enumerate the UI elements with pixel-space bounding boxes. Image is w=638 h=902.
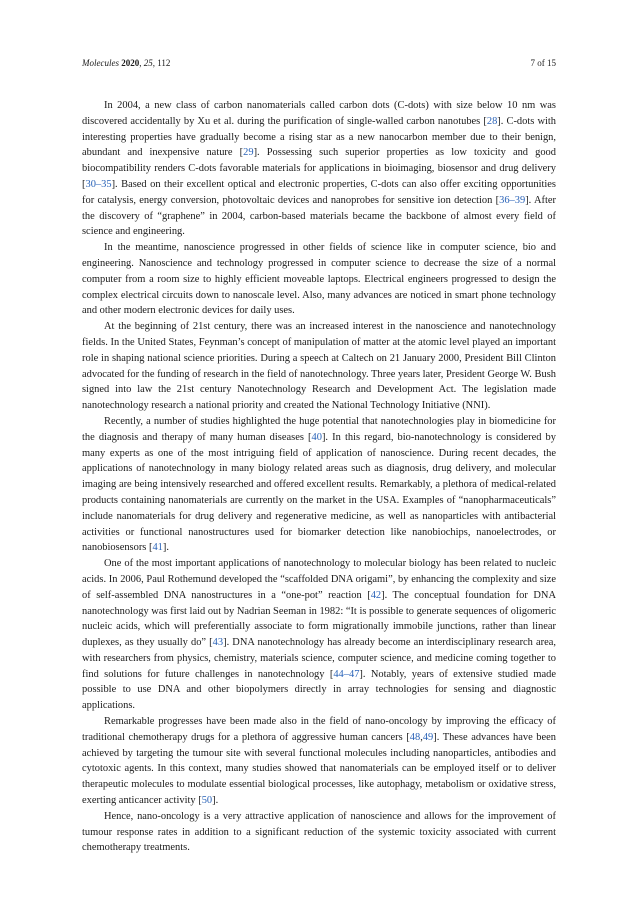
citation-link[interactable]: 49 <box>422 731 434 743</box>
journal-name: Molecules <box>82 58 119 68</box>
citation-link[interactable]: 43 <box>212 637 224 649</box>
citation-link[interactable]: 29 <box>243 147 254 159</box>
paragraph-text: In the meantime, nanoscience progressed in other fields of science like in computer science, bio and engineering. Nanoscience and technology progressed in computer science to decrease the size of a normal computer from a room size to highly efficient moveable laptops. Electrical engineers progressed to design the complex electrical circuits down to nanoscale level. Also, many advances are noticed in smart phone technology and other modern electronic devices for daily uses. <box>82 242 556 317</box>
paragraph-text: ]. In this regard, bio-nanotechnology is considered by many experts as one of the most intriguing field of application of nanoscience. During recent decades, the applications of nanotechnology in many biology related areas such as diagnosis, drug delivery, and molecular imaging are being intensively researched and offered excellent results. Remarkably, a plethora of medical-related products containing nanomaterials are currently on the market in the USA. Examples of “nanopharmaceuticals” include nanomaterials for drug delivery and regenerative medicine, as well as nanoparticles with antibacterial activities or functional nanostructures used for biomarker detection like nanobiochips, nanoelectrodes, or nanobiosensors [ <box>82 431 556 554</box>
paragraph-text: In 2004, a new class of carbon nanomaterials called carbon dots (C-dots) with size below 10 nm was discovered accidentally by Xu et al. during the purification of single-walled carbon nanotubes [ <box>82 100 556 127</box>
paragraph-text: ]. <box>162 542 169 554</box>
paragraph-text: ]. C-dots with interesting properties have gradually become a rising star as a new nanocarbon member due to their benign, abundant and inexpensive nature [ <box>82 115 556 159</box>
body-paragraph <box>82 556 556 714</box>
body-paragraph <box>82 319 556 414</box>
paragraph-text: , <box>420 731 423 743</box>
page-number: 7 of 15 <box>530 58 556 68</box>
publication-year: 2020 <box>121 58 140 68</box>
body-paragraph <box>82 414 556 556</box>
citation-link[interactable]: 30–35 <box>85 178 112 190</box>
citation-line: Molecules 2020, 25, 112 <box>82 58 171 68</box>
paragraph-text: ]. Notably, years of extensive studied made possible to use DNA and other biopolymers directly in array technologies for sensing and diagnostic applications. <box>82 668 556 712</box>
body-paragraph <box>82 714 556 809</box>
citation-link[interactable]: 28 <box>486 115 498 127</box>
paragraph-text: ]. These advances have been achieved by targeting the tumour site with several functional molecules including nanoparticles, antibodies and cytotoxic agents. In this context, many studies showed that nanomaterials can be employed itself or to deliver therapeutic molecules to modulate essential biological processes, like autophagy, metabolism or oxidative stress, exerting anticancer activity [ <box>82 731 556 807</box>
paragraph-text: Hence, nano-oncology is a very attractive application of nanoscience and allows for the improvement of tumour response rates in addition to a significant reduction of the systemic toxicity associated with current chemotherapy treatments. <box>82 810 556 854</box>
citation-link[interactable]: 36–39 <box>499 194 526 206</box>
paragraph-text: ]. Based on their excellent optical and electronic properties, C-dots can also offer exciting opportunities for catalysis, energy conversion, photovoltaic devices and nanoprobes for sensitive ion detection [ <box>82 178 556 206</box>
body-paragraph <box>82 98 556 240</box>
article-body <box>82 98 556 856</box>
body-paragraph <box>82 240 556 319</box>
paragraph-text: ]. <box>212 795 219 807</box>
citation-link[interactable]: 40 <box>311 431 322 443</box>
citation-link[interactable]: 42 <box>370 589 382 601</box>
article-number: 112 <box>157 58 171 68</box>
paragraph-text: Remarkable progresses have been made also in the field of nano-oncology by improving the efficacy of traditional chemotherapy drugs for a plethora of aggressive human cancers [ <box>82 716 556 743</box>
paragraph-text: At the beginning of 21st century, there was an increased interest in the nanoscience and nanotechnology fields. In the United States, Feynman’s concept of manipulation of matter at the atomic level played an important role in shaping national science priorities. During a speech at Caltech on 21 January 2000, President Bill Clinton advocated for the funding of research in the field of nanotechnology. Three years later, President George W. Bush signed into law the 21st century Nanotechnology Research and Development Act. The legislation made nanotechnology research a national priority and created the National Technology Initiative (NNI). <box>82 321 556 412</box>
paragraph-text: ]. After the discovery of “graphene” in 2004, carbon-based materials became the backbone of almost every field of science and engineering. <box>82 194 556 238</box>
paragraph-text: One of the most important applications of nanotechnology to molecular biology has been related to nucleic acids. In 2006, Paul Rothemund developed the “scaffolded DNA origami”, by enhancing the complexity and size of self-assembled DNA nanostructures in a “one-pot” reaction [ <box>82 558 556 601</box>
paragraph-text: ]. The conceptual foundation for DNA nanotechnology was first laid out by Nadrian Seeman in 1982: “It is possible to generate sequences of oligomeric nucleic acids, which will preferentially associate to form migrationally immobile junctions, rather than linear duplexes, as they usually do” [ <box>82 589 556 649</box>
citation-link[interactable]: 41 <box>152 542 163 554</box>
paragraph-text: ]. Possessing such superior properties as low toxicity and good biocompatibility renders C-dots favorable materials for applications in bioimaging, biosensor and drug delivery [ <box>82 147 556 190</box>
paragraph-text: ]. DNA nanotechnology has already become an interdisciplinary research area, with researchers from physics, chemistry, materials science, computer science, and medicine coming together to find solutions for future challenges in nanotechnology [ <box>82 637 556 680</box>
citation-link[interactable]: 50 <box>201 795 213 807</box>
citation-link[interactable]: 44–47 <box>333 668 360 680</box>
citation-link[interactable]: 48 <box>409 731 421 743</box>
running-header <box>82 57 556 69</box>
paragraph-text: Recently, a number of studies highlighted the huge potential that nanotechnologies play in biomedicine for the diagnosis and therapy of many human diseases [ <box>82 415 556 443</box>
body-paragraph <box>82 809 556 856</box>
volume-number: 25 <box>143 58 153 68</box>
